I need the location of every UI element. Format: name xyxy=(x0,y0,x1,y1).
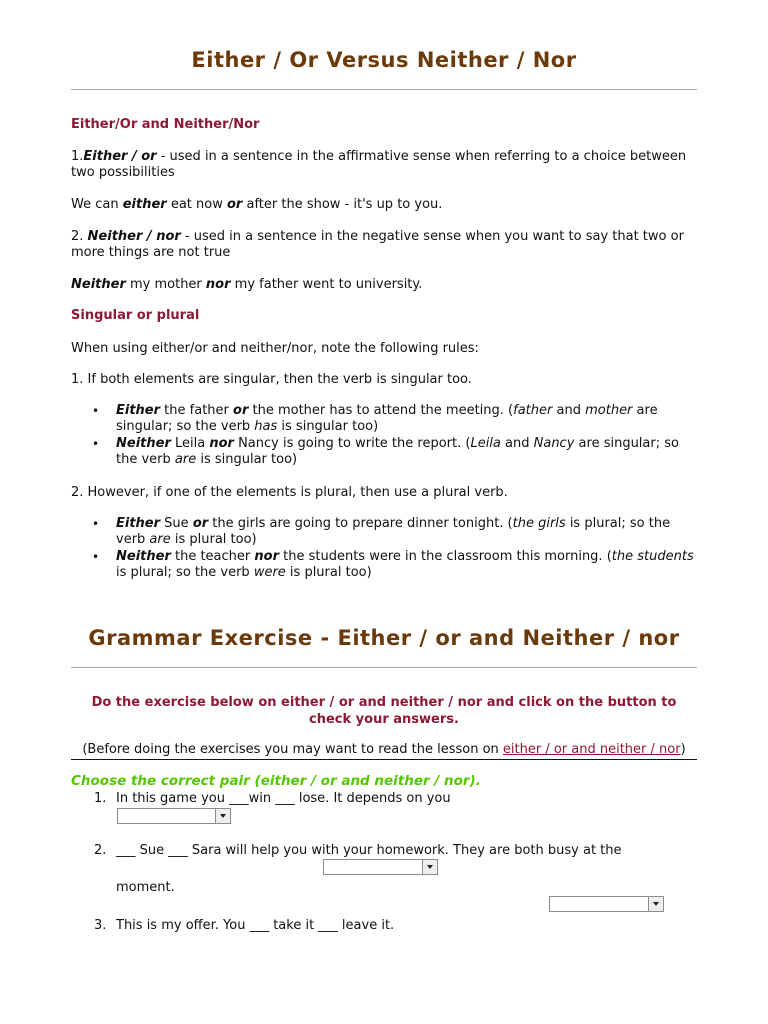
question-1-text: In this game you ___win ___ lose. It depends on you xyxy=(116,791,451,806)
lesson-link[interactable]: either / or and neither / nor xyxy=(502,742,681,757)
section-heading-singular-plural: Singular or plural xyxy=(71,308,200,323)
rule2-example-2: Neither the teacher nor the students were in the classroom this morning. (the students is plural; so the verb were is plural too) xyxy=(116,549,694,580)
rule-1: 1. If both elements are singular, then the verb is singular too. xyxy=(71,372,472,387)
exercise-instructions: Do the exercise below on either / or and neither / nor and click on the button to check your answers. xyxy=(91,695,677,727)
section-heading-either-neither: Either/Or and Neither/Nor xyxy=(71,117,260,132)
question-number: 3. xyxy=(94,918,107,933)
rule1-example-2: Neither Leila nor Nancy is going to write the report. (Leila and Nancy are singular; so the verb are is singular too) xyxy=(116,436,679,467)
bullet-marker: • xyxy=(92,404,100,418)
bullet-marker: • xyxy=(92,437,100,451)
rule2-example-1: Either Sue or the girls are going to prepare dinner tonight. (the girls is plural; so the verb are is plural too) xyxy=(116,516,671,547)
rule1-example-1: Either the father or the mother has to attend the meeting. (father and mother are singular; so the verb has is singular too) xyxy=(116,403,658,434)
question-1-answer-select[interactable] xyxy=(117,808,231,824)
bullet-marker: • xyxy=(92,517,100,531)
definition-either-or: 1.Either / or - used in a sentence in the affirmative sense when referring to a choice between two possibilities xyxy=(71,149,687,180)
chevron-down-icon xyxy=(215,809,230,823)
question-3-answer-select[interactable] xyxy=(549,896,664,912)
exercise-title: Grammar Exercise - Either / or and Neither / nor xyxy=(88,626,680,650)
question-3-text: This is my offer. You ___ take it ___ leave it. xyxy=(116,918,395,933)
exercise-title-divider xyxy=(71,667,697,668)
lesson-note: (Before doing the exercises you may want to read the lesson on either / or and neither / nor) xyxy=(71,742,697,760)
definition-neither-nor: 2. Neither / nor - used in a sentence in the negative sense when you want to say that two or more things are not true xyxy=(71,229,684,260)
question-2-answer-select[interactable] xyxy=(323,859,438,875)
rule-2: 2. However, if one of the elements is plural, then use a plural verb. xyxy=(71,485,508,500)
rules-intro: When using either/or and neither/nor, note the following rules: xyxy=(71,341,479,356)
question-2-text-cont: moment. xyxy=(116,880,175,895)
question-number: 1. xyxy=(94,791,107,806)
question-2-text: ___ Sue ___ Sara will help you with your homework. They are both busy at the xyxy=(116,843,622,858)
example-either-or: We can either eat now or after the show - it's up to you. xyxy=(71,197,443,212)
title-divider xyxy=(71,89,697,90)
chevron-down-icon xyxy=(422,860,437,874)
exercise-heading: Choose the correct pair (either / or and neither / nor). xyxy=(71,773,481,789)
page-title: Either / Or Versus Neither / Nor xyxy=(191,48,577,72)
example-neither-nor: Neither my mother nor my father went to university. xyxy=(71,277,423,292)
bullet-marker: • xyxy=(92,550,100,564)
chevron-down-icon xyxy=(648,897,663,911)
question-number: 2. xyxy=(94,843,107,858)
